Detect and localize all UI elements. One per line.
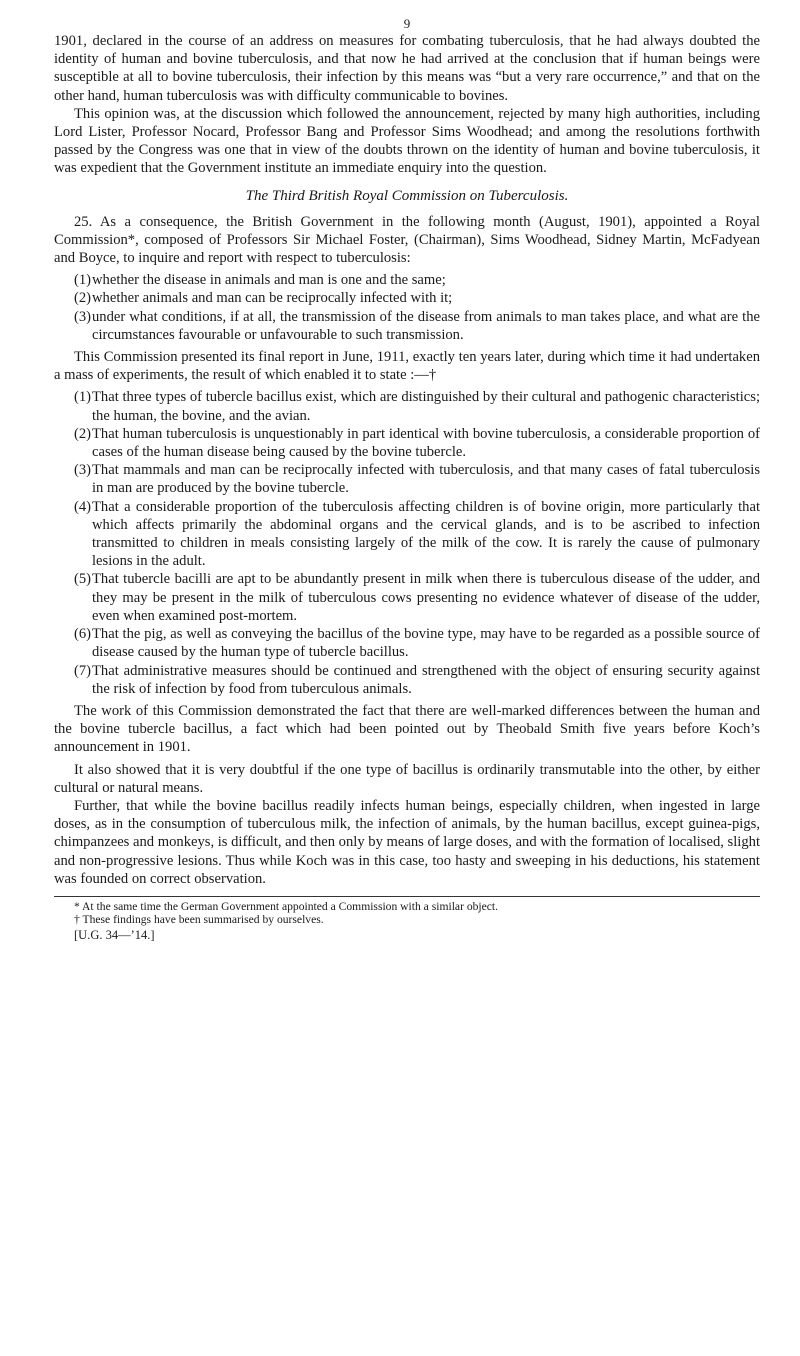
list-item: (2) whether animals and man can be reciprocally infected with it; <box>74 290 453 307</box>
paragraph-opinion: This opinion was, at the discussion which followed the announcement, rejected by many high authorities, including Lord Lister, Professor Nocard, Professor Bang and Professor Sims Woodhead; and among the resolutions forthwith passed by the Congress was one that in view of the doubts thrown on the identity of human and bovine tuberculosis, it was expedient that the Government institute an immediate enquiry into the question. <box>54 105 760 177</box>
paragraph-koch: The work of this Commission demonstrated the fact that there are well-marked differences between the human and the bovine tubercle bacillus, a fact which had been pointed out by Theobald Smith five years before Koch’s announcement in 1901. <box>54 702 760 756</box>
list-item: (1) whether the disease in animals and man is one and the same; <box>74 272 446 289</box>
list-item: (6) That the pig, as well as conveying the bacillus of the bovine type, may have to be regarded as a possible source of disease caused by the human type of tubercle bacillus. <box>74 626 760 661</box>
footnote-rule <box>54 896 760 897</box>
printer-mark: [U.G. 34—’14.] <box>74 927 155 942</box>
list-item: (7) That administrative measures should be continued and strengthened with the object of ensuring security against the risk of infection by food from tuberculous animals. <box>74 662 760 697</box>
page-number: 9 <box>403 16 411 31</box>
paragraph-transmutable: It also showed that it is very doubtful if the one type of bacillus is ordinarily transmutable into the other, by either cultural or natural means. <box>54 761 760 796</box>
paragraph-further: Further, that while the bovine bacillus readily infects human beings, especially children, when ingested in large doses, as in the consumption of tuberculous milk, the infection of animals, by the human bacillus, except guinea-pigs, chimpanzees and monkeys, is difficult, and then only by means of large doses, and with the formation of localised, slight and non-progressive lesions. Thus while Koch was in this case, too hasty and sweeping in his deductions, his statement was founded on correct observation. <box>54 797 760 887</box>
list-item: (2) That human tuberculosis is unquestionably in part identical with bovine tuberculosis, a considerable proportion of cases of the human disease being caused by the bovine tubercle. <box>74 425 760 461</box>
list-item: (3) under what conditions, if at all, the transmission of the disease from animals to man takes place, and what are the circumstances favourable or unfavourable to such transmission. <box>74 308 760 343</box>
footnote-dagger: † These findings have been summarised by ourselves. <box>74 913 324 927</box>
paragraph-25: 25. As a consequence, the British Government in the following month (August, 1901), appointed a Royal Commission*, composed of Professors Sir Michael Foster, (Chairman), Sims Woodhead, Sidney Martin, McFadyean and Boyce, to inquire and report with respect to tuberculosis: <box>54 213 760 267</box>
section-heading: The Third British Royal Commission on Tuberculosis. <box>245 187 569 204</box>
paragraph-intro: 1901, declared in the course of an address on measures for combating tuberculosis, that he had always doubted the identity of human and bovine tuberculosis, and that now he had arrived at the conclusion that if human beings were susceptible at all to bovine tuberculosis, their infection by this means was “but a very rare occurrence,” and that on the other hand, human tuberculosis was with difficulty communicable to bovines. <box>54 33 760 104</box>
findings-list <box>54 388 760 697</box>
terms-of-reference-list <box>54 271 760 344</box>
paragraph-commission: This Commission presented its final report in June, 1911, exactly ten years later, during which time it had undertaken a mass of experiments, the result of which enabled it to state :—† <box>54 349 760 384</box>
list-item: (5) That tubercle bacilli are apt to be abundantly present in milk when there is tuberculous disease of the udder, and they may be present in the milk of tuberculous cows presenting no evidence whatever of disease of the udder, even when examined post-mortem. <box>74 571 760 624</box>
list-item: (1) That three types of tubercle bacillus exist, which are distinguished by their cultural and pathogenic characteristics; the human, the bovine, and the avian. <box>74 389 760 424</box>
list-item: (3) That mammals and man can be reciprocally infected with tuberculosis, and that many cases of fatal tuberculosis in man are produced by the bovine tubercle. <box>74 462 760 497</box>
list-item: (4) That a considerable proportion of the tuberculosis affecting children is of bovine origin, more particularly that which affects primarily the abdominal organs and the cervical glands, and is to be ascribed to infection transmitted to children in meals consisting largely of the milk of the cow. It is rarely the cause of pulmonary lesions in the adult. <box>74 498 760 570</box>
footnote-star: * At the same time the German Government appointed a Commission with a similar object. <box>74 899 499 913</box>
